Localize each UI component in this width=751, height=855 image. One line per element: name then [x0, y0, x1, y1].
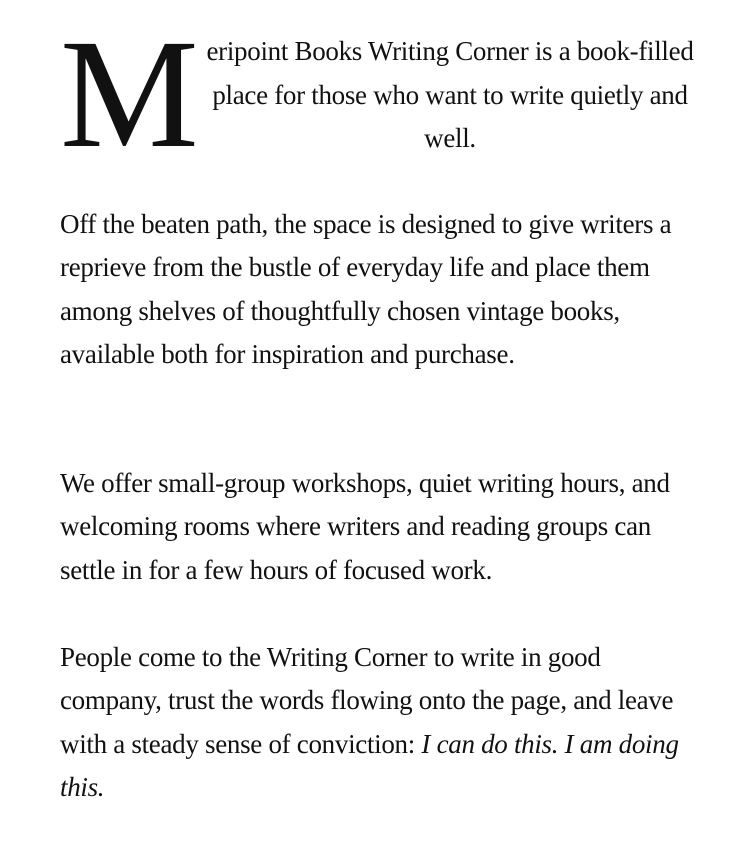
- intro-text: eripoint Books Writing Corner is a book-filled place for those who want to write quietly and well.: [206, 36, 694, 153]
- paragraph-about-space: Off the beaten path, the space is designed to give writers a reprieve from the bustle of everyday life and place them among shelves of thoughtfully chosen vintage books, available both for inspiration and purchase.: [60, 209, 672, 369]
- drop-cap: M: [60, 7, 199, 180]
- paragraph-offerings: We offer small-group workshops, quiet writing hours, and welcoming rooms where writers and reading groups can settle in for a few hours of focused work.: [60, 468, 670, 585]
- paragraph-conviction: [60, 636, 700, 809]
- conviction-emphasis: I can do this. I am doing this.: [60, 728, 679, 802]
- conviction-text: People come to the Writing Corner to write in good company, trust the words flowing onto the page, and leave with a steady sense of conviction:: [60, 642, 674, 759]
- intro-paragraph: [60, 7, 700, 180]
